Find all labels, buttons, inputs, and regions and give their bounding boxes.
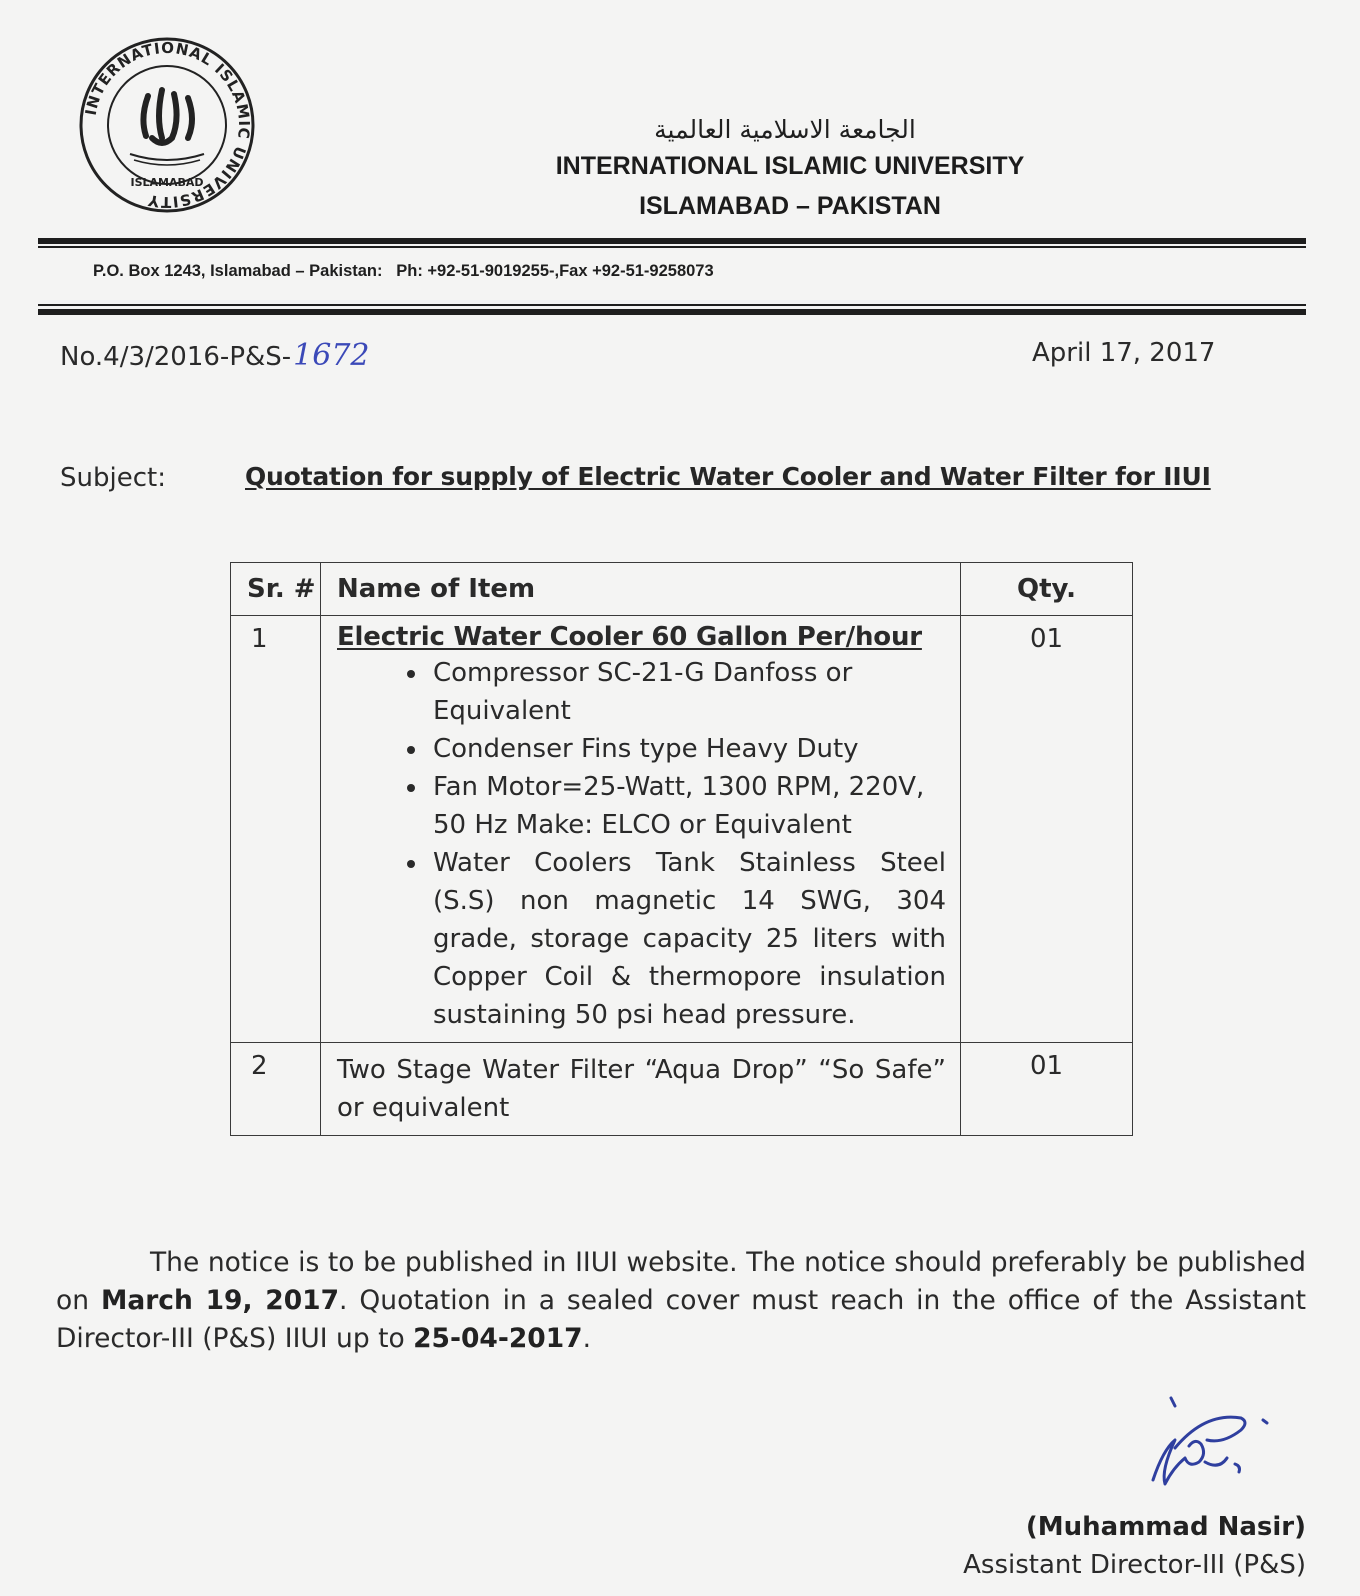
row-serial: 2: [231, 1043, 321, 1136]
row-quantity: 01: [961, 1043, 1133, 1136]
header-rule-top-thin: [38, 246, 1306, 248]
subject-text: Quotation for supply of Electric Water Cooler and Water Filter for IIUI: [245, 462, 1211, 491]
university-seal-logo: [78, 36, 256, 214]
table-row: [231, 616, 1133, 1043]
column-header-qty: Qty.: [961, 563, 1133, 616]
spec-list: [337, 654, 946, 1034]
items-table: [230, 562, 1133, 1136]
submission-deadline: 25-04-2017: [413, 1323, 583, 1354]
contact-address: P.O. Box 1243, Islamabad – Pakistan: Ph: +92-51-9019255-,Fax +92-51-9258073: [93, 262, 714, 280]
university-location: ISLAMABAD – PAKISTAN: [639, 192, 941, 220]
notice-paragraph: [56, 1244, 1306, 1358]
header-rule-top-thick: [38, 238, 1306, 244]
item-name: Two Stage Water Filter “Aqua Drop” “So Safe” or equivalent: [337, 1055, 946, 1123]
signatory-name: (Muhammad Nasir): [1025, 1512, 1306, 1542]
spec-item: • Condenser Fins type Heavy Duty: [429, 730, 946, 768]
header-rule-bottom-thick: [38, 309, 1306, 315]
table-row: [231, 1043, 1133, 1136]
table-header-row: [231, 563, 1133, 616]
handwritten-reference-number: 1672: [293, 338, 370, 373]
row-quantity: 01: [961, 616, 1133, 1043]
handwritten-signature: [1135, 1392, 1275, 1502]
notice-text: .: [582, 1323, 592, 1354]
row-serial: 1: [231, 616, 321, 1043]
university-name: INTERNATIONAL ISLAMIC UNIVERSITY: [555, 152, 1025, 180]
spec-item: • Water Coolers Tank Stainless Steel (S.S) non magnetic 14 SWG, 304 grade, storage capacity 25 liters with Copper Coil & thermopore insulation sustaining 50 psi head pressure.: [429, 844, 946, 1034]
row-item-details: [321, 616, 961, 1043]
publish-date: March 19, 2017: [100, 1285, 340, 1316]
item-title: Electric Water Cooler 60 Gallon Per/hour: [337, 622, 922, 652]
reference-number: [60, 338, 370, 373]
header-rule-bottom-thin: [38, 304, 1306, 306]
column-header-name: Name of Item: [321, 563, 961, 616]
svg-text:INTERNATIONAL ISLAMIC UNIVERSI: INTERNATIONAL ISLAMIC UNIVERSITY: [81, 38, 254, 212]
signatory-title: Assistant Director-III (P&S): [963, 1550, 1306, 1580]
notice-text: . Quotation in a sealed cover must reach in the office of the Assistant Director-III (P&S) IIUI up to: [56, 1285, 1306, 1354]
subject-label: Subject:: [60, 463, 166, 493]
arabic-university-name: الجامعة الاسلامية العالمية: [654, 115, 916, 144]
column-header-sr: Sr. #: [231, 563, 321, 616]
notice-text: The notice is to be published in IIUI website. The notice should preferably be published on: [56, 1247, 1306, 1316]
letter-date: April 17, 2017: [1032, 338, 1216, 368]
reference-prefix: No.4/3/2016-P&S-: [60, 342, 292, 372]
spec-item: • Fan Motor=25-Watt, 1300 RPM, 220V, 50 Hz Make: ELCO or Equivalent: [429, 768, 946, 844]
row-item-details: [321, 1043, 961, 1136]
svg-text:ISLAMABAD: ISLAMABAD: [130, 176, 204, 189]
spec-item: • Compressor SC-21-G Danfoss or Equivalent: [429, 654, 946, 730]
